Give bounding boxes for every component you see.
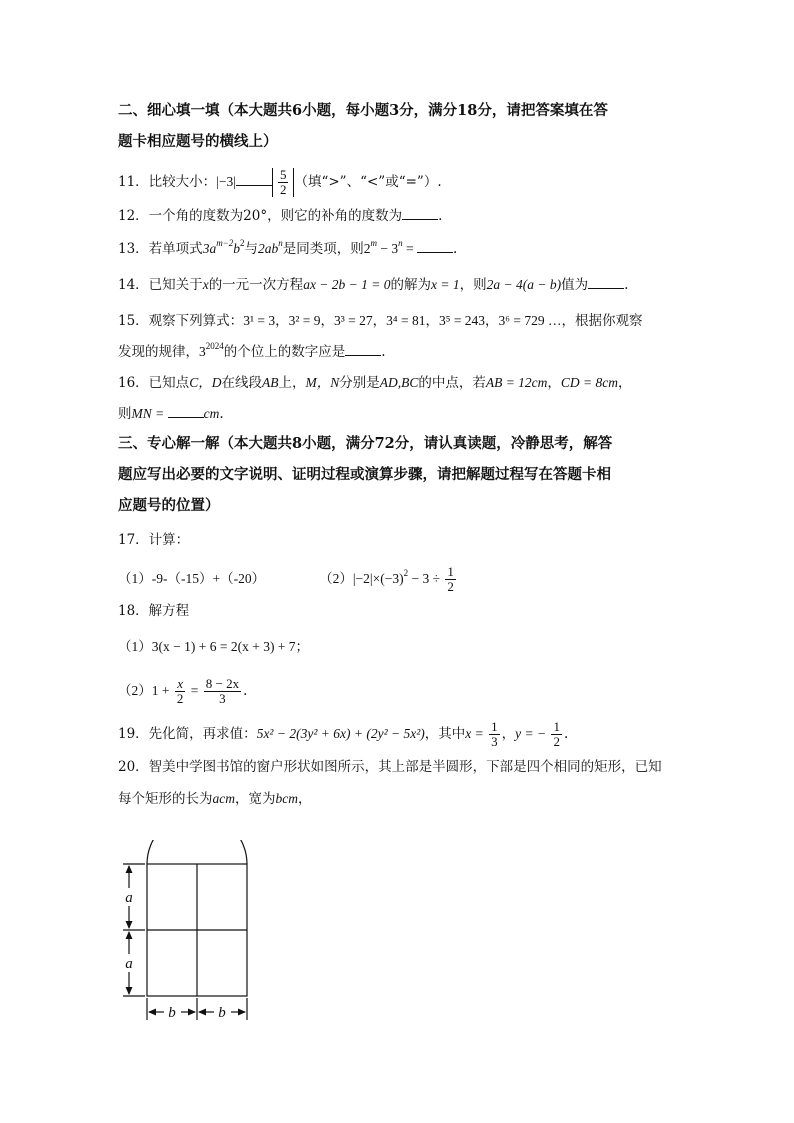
q16-prefix: 16．已知点 xyxy=(118,375,190,391)
q11-abs-value: |−3| xyxy=(216,174,236,189)
question-11 xyxy=(118,168,442,197)
q13-mid2: 是同类项，则 xyxy=(282,241,364,257)
q16-end: . xyxy=(219,406,224,422)
q16-text-b: 在线段 xyxy=(221,375,262,391)
arrow-left-icon xyxy=(148,1009,156,1016)
q15-answer-blank[interactable] xyxy=(345,341,381,356)
q19-prefix: 19．先化简，再求值： xyxy=(118,726,257,742)
q16-points-cd: C，D xyxy=(189,375,222,390)
question-18-part1 xyxy=(118,637,309,657)
q13-eq: = xyxy=(402,241,418,256)
window-figure xyxy=(115,840,265,1035)
q19-expression: 5x² − 2(3y² + 6x) + (2y² − 5x²) xyxy=(256,726,425,741)
q16-unit: cm xyxy=(203,406,220,421)
q17-part2-exp: 2 xyxy=(403,568,409,578)
arrow-right-icon xyxy=(188,1009,196,1016)
q15-prefix: 15．观察下列算式： xyxy=(118,313,244,329)
question-20-line1: 20．智美中学图书馆的窗户形状如图所示，其上部是半圆形，下部是四个相同的矩形，已知 xyxy=(118,759,662,775)
q18-fraction2 xyxy=(204,677,241,706)
question-12 xyxy=(118,205,442,226)
q12-text: 12．一个角的度数为20°，则它的补角的度数为 xyxy=(118,208,403,224)
q14-solution: x = 1 xyxy=(431,277,460,292)
label-a-upper: a xyxy=(125,890,133,906)
q14-expr: 2a − 4(a − b) xyxy=(486,277,562,292)
q18-numerator2: 8 − 2x xyxy=(205,676,240,691)
q20-prefix: 每个矩形的长为 xyxy=(118,791,213,807)
q18-denominator2: 3 xyxy=(219,691,226,706)
q19-mid: ，其中 xyxy=(424,726,466,742)
q16-mn: MN = xyxy=(131,406,168,421)
q17-part1: （1）-9-（-15）+（-20） xyxy=(118,571,266,586)
question-16-line2 xyxy=(118,403,224,424)
q19-y-numerator: 1 xyxy=(553,719,560,734)
question-17-parts xyxy=(118,565,458,594)
q13-term1-exp: m−2 xyxy=(216,238,234,248)
question-20-line2 xyxy=(118,789,312,809)
q19-end: . xyxy=(563,726,569,742)
q18-part1: （1）3(x − 1) + 6 = 2(x + 3) + 7； xyxy=(118,639,310,654)
q11-fraction xyxy=(278,168,289,197)
question-13 xyxy=(118,238,457,259)
q18-denominator1: 2 xyxy=(176,691,184,706)
q12-answer-blank[interactable] xyxy=(402,205,438,220)
q17-fraction xyxy=(445,565,456,594)
q11-prefix: 11．比较大小： xyxy=(118,174,217,190)
q16-text-c: 上， xyxy=(278,375,306,391)
question-19 xyxy=(118,720,568,749)
q14-end: 值为 xyxy=(561,277,589,293)
q15-line2-text: 的个位上的数字应是 xyxy=(223,344,346,360)
q16-points-mn: M，N xyxy=(305,375,340,390)
q16-text-d: 分别是 xyxy=(339,375,380,391)
q19-y: y = − xyxy=(515,726,550,741)
q14-mid3: ，则 xyxy=(459,277,487,293)
q11-suffix: （填“>”、“<”或“=”）. xyxy=(294,174,442,190)
q14-mid: 的一元一次方程 xyxy=(208,277,304,293)
q20-width: bcm xyxy=(275,791,298,806)
q15-base: 3 xyxy=(199,344,206,359)
q19-sep: ， xyxy=(501,726,516,742)
q20-mid: ，宽为 xyxy=(235,791,276,807)
q11-answer-blank[interactable] xyxy=(236,171,272,186)
q14-mid2: 的解为 xyxy=(390,277,432,293)
q13-term2-exp: n xyxy=(278,238,283,248)
label-b-left: b xyxy=(168,1005,176,1021)
semicircle-top xyxy=(147,840,247,864)
arrow-up-icon xyxy=(126,931,133,939)
q18-eq: = xyxy=(187,683,202,698)
q19-y-fraction xyxy=(551,720,562,749)
q13-expr2: − 3 xyxy=(377,241,399,256)
q17-part2-mid: − 3 ÷ xyxy=(408,571,444,586)
q19-x-fraction xyxy=(489,720,500,749)
section3-title-line3: 应题号的位置） xyxy=(118,497,220,514)
arrow-down-icon xyxy=(126,921,133,929)
question-18-part2 xyxy=(118,677,247,706)
q14-answer-blank[interactable] xyxy=(588,274,624,289)
arrow-up-icon xyxy=(126,865,133,873)
q13-term1-b-exp: 2 xyxy=(240,238,245,248)
section3-title-line1: 三、专心解一解（本大题共8小题，满分72分，请认真读题，冷静思考，解答 xyxy=(118,435,613,452)
q18-fraction1 xyxy=(175,677,186,706)
section3-title-line2: 题应写出必要的文字说明、证明过程或演算步骤，请把解题过程写在答题卡相 xyxy=(118,466,611,483)
q17-numerator: 1 xyxy=(447,564,454,579)
q14-x: x xyxy=(202,277,209,292)
q12-end: . xyxy=(438,208,443,224)
q15-end: . xyxy=(381,344,386,360)
section2-title-line1: 二、细心填一填（本大题共6小题，每小题3分，满分18分，请把答案填在答 xyxy=(118,102,608,119)
q13-term1-b: b xyxy=(233,241,241,256)
arrow-down-icon xyxy=(126,987,133,995)
q18-numerator1: x xyxy=(175,677,186,692)
q14-prefix: 14．已知关于 xyxy=(118,277,203,293)
q14-equation: ax − 2b − 1 = 0 xyxy=(303,277,391,292)
q16-segments-ad-bc: AD,BC xyxy=(379,375,419,390)
q13-expr-exp1: m xyxy=(370,238,378,248)
q16-comma2: ， xyxy=(618,375,632,391)
q11-abs-fraction xyxy=(272,168,295,197)
q13-prefix: 13．若单项式 xyxy=(118,241,203,257)
label-b-right: b xyxy=(218,1005,226,1021)
question-18-title: 18．解方程 xyxy=(118,603,190,619)
q19-x: x = xyxy=(465,726,488,741)
question-15-line2 xyxy=(118,341,386,362)
q11-denominator: 2 xyxy=(279,182,287,197)
q19-x-numerator: 1 xyxy=(491,719,498,734)
question-17-title: 17．计算： xyxy=(118,532,190,548)
q13-answer-blank[interactable] xyxy=(417,238,453,253)
q19-x-denominator: 3 xyxy=(491,734,498,749)
q13-end: . xyxy=(453,241,458,257)
q17-part2: （2）|−2|×(−3) xyxy=(319,571,404,586)
question-16-line1 xyxy=(118,373,632,393)
q16-ab-value: AB = 12cm xyxy=(485,375,548,390)
q18-part2-prefix: （2）1 + xyxy=(118,683,173,698)
q15-exp: 2024 xyxy=(205,341,224,351)
q13-mid: 与 xyxy=(244,241,259,257)
q18-end: . xyxy=(243,683,248,699)
section2-title-line2: 题卡相应题号的横线上） xyxy=(118,133,278,150)
question-15-line1 xyxy=(118,311,643,331)
label-a-lower: a xyxy=(125,956,133,972)
q16-cd-value: CD = 8cm xyxy=(560,375,619,390)
q15-powers: 3¹ = 3，3² = 9，3³ = 27，3⁴ = 81，3⁵ = 243，3⁶ = 729 … xyxy=(243,313,562,328)
q16-segment-ab: AB xyxy=(261,375,279,390)
q13-expr-exp2: n xyxy=(398,238,403,248)
q16-line2-prefix: 则 xyxy=(118,406,132,422)
q16-text-e: 的中点，若 xyxy=(418,375,486,391)
q13-expr: 2 xyxy=(363,241,371,256)
q13-term2: 2ab xyxy=(258,241,279,256)
question-14 xyxy=(118,274,628,295)
q14-dot: . xyxy=(624,277,629,293)
q16-comma1: ， xyxy=(547,375,561,391)
q11-numerator: 5 xyxy=(279,167,287,182)
q13-term1: 3a xyxy=(202,241,217,256)
q17-denominator: 2 xyxy=(447,579,454,594)
q15-line2-prefix: 发现的规律， xyxy=(118,344,199,360)
q15-suffix: ，根据你观察 xyxy=(561,313,643,329)
arrow-left-icon xyxy=(198,1009,206,1016)
q19-y-denominator: 2 xyxy=(553,734,560,749)
q16-answer-blank[interactable] xyxy=(168,403,204,418)
q20-end: ， xyxy=(298,791,312,807)
q20-length: acm xyxy=(212,791,235,806)
arrow-right-icon xyxy=(238,1009,246,1016)
